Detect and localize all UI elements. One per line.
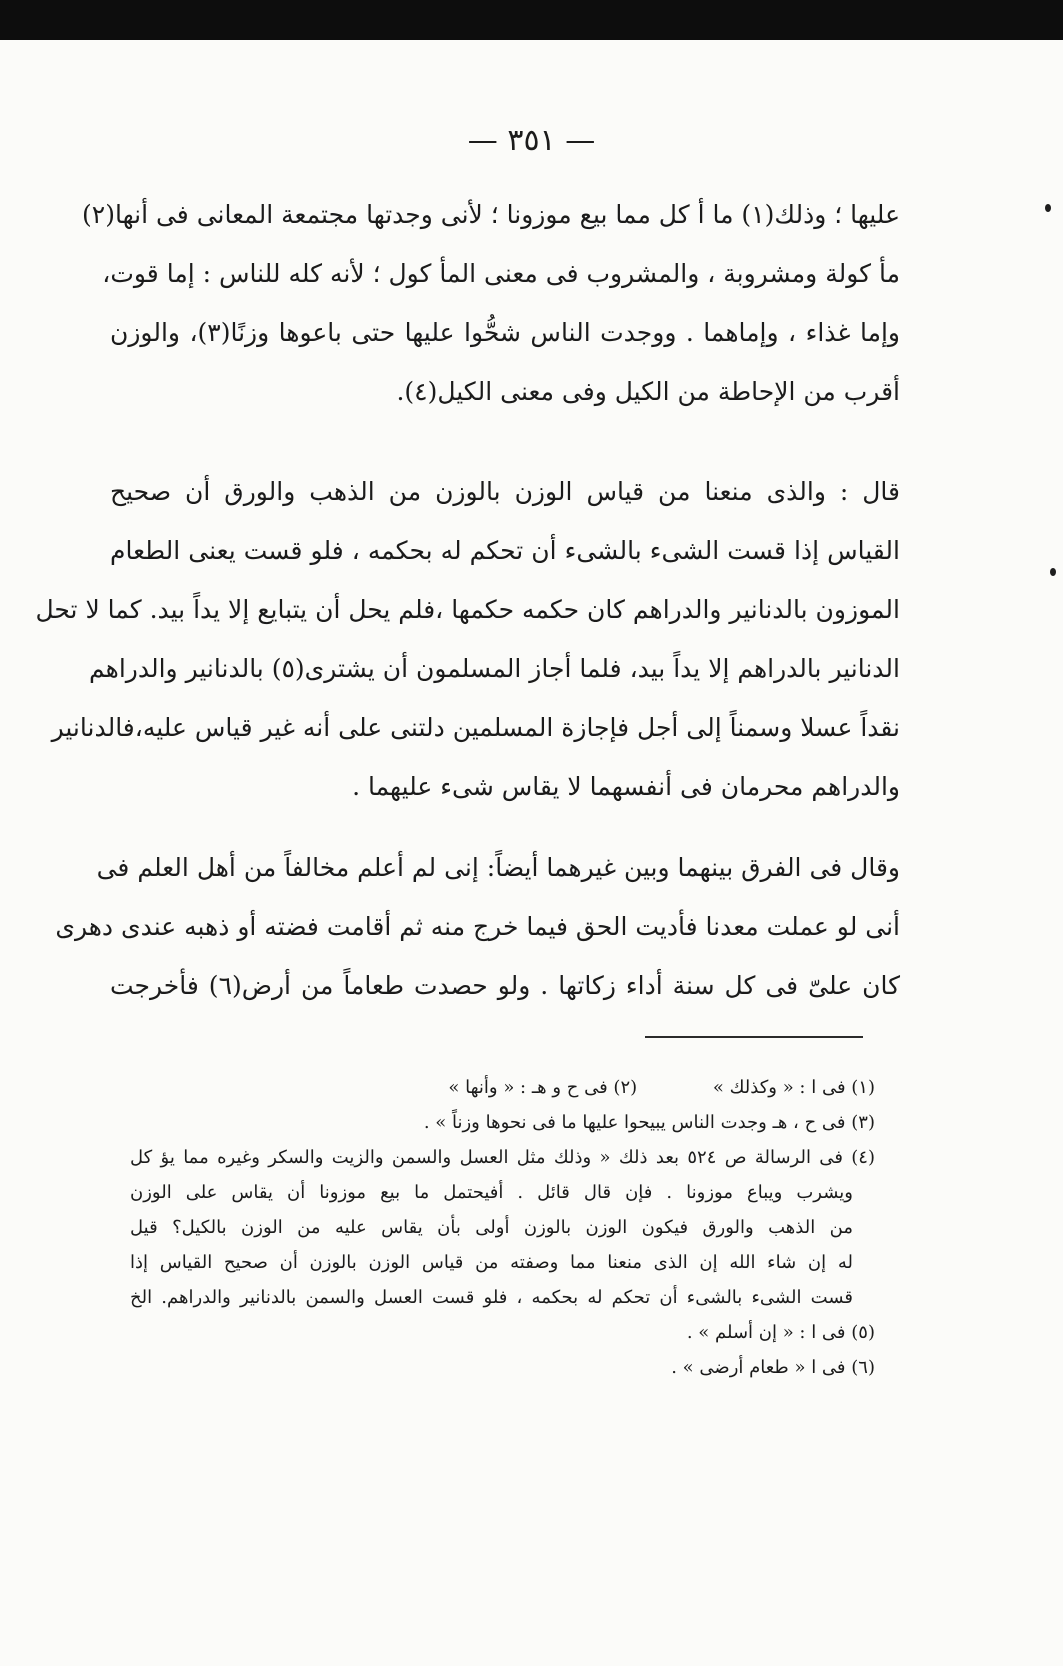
margin-ink-mark: [1050, 568, 1056, 576]
footnote-1: (١) فى ا : « وكذلك »: [712, 1077, 875, 1098]
text-line: كان علىّ فى كل سنة أداء زكاتها . ولو حصدت طعاماً من أرض(٦) فأخرجت: [110, 971, 900, 1000]
text-line: مأ كولة ومشروبة ، والمشروب فى معنى المأ كول ؛ لأنه كله للناس : إما قوت،: [102, 259, 900, 288]
text-line: الدنانير بالدراهم إلا يداً بيد، فلما أجاز المسلمون أن يشترى(٥) بالدنانير والدراهم: [89, 654, 900, 683]
text-line: عليها ؛ وذلك(١) ما أ كل مما بيع موزونا ؛ لأنى وجدتها مجتمعة المعانى فى أنها(٢): [82, 200, 900, 229]
footnote-4-line: من الذهب والورق فيكون الوزن بالوزن أولى بأن يقاس عليه من الوزن بالكيل؟ قيل: [130, 1217, 853, 1238]
footnote-separator: [645, 1036, 863, 1038]
paragraph-2: [35, 462, 900, 816]
text-line: قال : والذى منعنا من قياس الوزن بالوزن من الذهب والورق أن صحيح: [110, 477, 900, 506]
text-line: القياس إذا قست الشىء بالشىء أن تحكم له بحكمه ، فلو قست يعنى الطعام: [110, 536, 900, 565]
text-line: وإما غذاء ، وإماهما . ووجدت الناس شحُّوا عليها حتى باعوها وزنًا(٣)، والوزن: [110, 318, 900, 347]
page-number: — ٣٥١ —: [467, 123, 596, 158]
footnote-4-line: ويشرب ويباع موزونا . فإن قال قائل . أفيحتمل ما بيع موزونا أن يقاس على الوزن: [130, 1182, 853, 1203]
footnotes: [130, 1070, 875, 1385]
footnote-6: (٦) فى ا « طعام أرضى » .: [671, 1357, 875, 1378]
scan-top-border: [0, 0, 1063, 40]
footnote-5: (٥) فى ا : « إن أسلم » .: [686, 1322, 875, 1343]
text-line: الموزون بالدنانير والدراهم كان حكمه حكمها ،فلم يحل أن يتبايع إلا يداً بيد. كما لا تحل: [35, 595, 900, 624]
paragraph-1: [82, 185, 900, 421]
footnote-4-line: (٤) فى الرسالة ص ٥٢٤ بعد ذلك « وذلك مثل العسل والسمن والزيت والسكر وغيره مما يؤ كل: [130, 1147, 875, 1168]
text-line: أقرب من الإحاطة من الكيل وفى معنى الكيل(٤).: [396, 377, 900, 406]
footnote-3: (٣) فى ح ، هـ وجدت الناس يبيحوا عليها ما فى نحوها وزناً » .: [423, 1112, 875, 1133]
footnote-2: (٢) فى ح و هـ : « وأنها »: [448, 1077, 638, 1098]
text-line: أنى لو عملت معدنا فأديت الحق فيما خرج منه ثم أقامت فضته أو ذهبه عندى دهرى: [55, 912, 900, 941]
footnote-4-line: له إن شاء الله إن الذى منعنا مما وصفته من قياس الوزن بالوزن أن صحيح القياس إذا: [130, 1252, 853, 1273]
footnote-row: [130, 1070, 875, 1105]
text-line: والدراهم محرمان فى أنفسهما لا يقاس شىء عليهما .: [352, 772, 900, 801]
paragraph-3: [55, 838, 900, 1015]
text-line: نقداً عسلا وسمناً إلى أجل فإجازة المسلمين دلتنى على أنه غير قياس عليه،فالدنانير: [51, 713, 900, 742]
footnote-4-line: قست الشىء بالشىء أن تحكم له بحكمه ، فلو قست العسل والسمن بالدنانير والدراهم. الخ: [130, 1287, 853, 1308]
margin-ink-mark: [1045, 204, 1051, 212]
text-line: وقال فى الفرق بينهما وبين غيرهما أيضاً: إنى لم أعلم مخالفاً من أهل العلم فى: [96, 853, 900, 882]
